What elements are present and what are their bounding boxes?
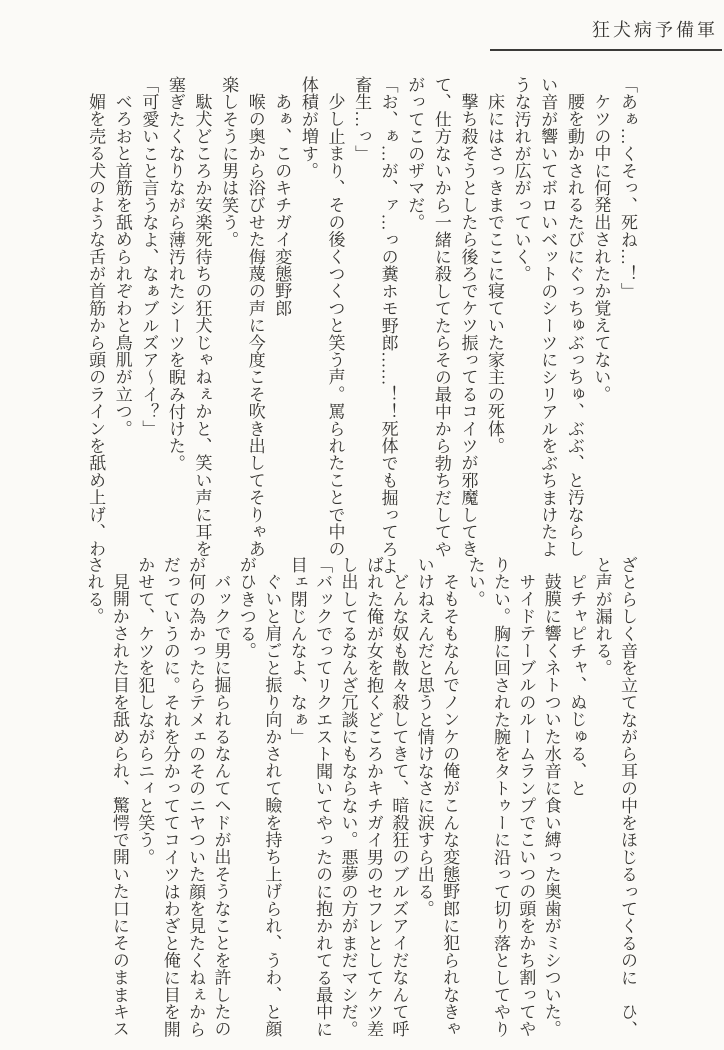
text-line: たい。 (465, 556, 485, 608)
text-line: 少し止まり、その後くつくつと笑う声。罵られたことで中の (325, 93, 345, 558)
text-line: ピチャピチャ、ぬじゅる、と (567, 573, 587, 797)
text-line: べろおと首筋を舐められぞわと鳥肌が立つ。 (112, 93, 132, 437)
text-line: し出してるなんざ冗談にもならない。悪夢の方がまだマシだ。 (338, 556, 358, 1038)
text-line: いけねえんだと思うと情けなさに涙すら出る。 (414, 556, 434, 918)
text-line: 体積が増す。 (298, 76, 318, 180)
text-line: 鼓膜に響くネトついた水音に食い縛った奥歯がミシついた。 (541, 573, 561, 1038)
text-line: される。 (84, 556, 104, 625)
text-line: て、仕方ないから一緒に殺してたらその最中から勃ちだしてや (431, 76, 451, 558)
text-line: 塞ぎたくなりながら薄汚れたシーツを睨み付けた。 (165, 76, 185, 472)
text-line: かせて、ケツを犯しながらニィと笑う。 (135, 556, 155, 866)
text-line: 床にはさっきまでここに寝ていた家主の死体。 (485, 93, 505, 455)
text-line: ばれた俺が女を抱くどころかキチガイ男のセフレとしてケツ差 (363, 556, 383, 1038)
body-text-bottom-block (81, 556, 640, 1042)
body-text-top-block (82, 76, 640, 575)
text-line: い音が響いてボロいベットのシーツにシリアルをぶちまけたよ (538, 76, 558, 558)
text-line: 「あぁ…くそっ、死ね…！」 (618, 76, 637, 300)
text-line: バックで男に掘られるなんてヘドが出そうなことを許したの (211, 573, 231, 1038)
text-line: 媚を売る犬のような舌が首筋から頭のラインを舐め上げ、わ (86, 93, 106, 558)
text-line: サイドテーブルのルームランプでこいつの頭をかち割ってや (516, 573, 536, 1038)
text-line: と声が漏れる。 (592, 556, 612, 677)
text-line: 喉の奥から浴びせた侮蔑の声に今度こそ吹き出してそりゃあ (245, 93, 265, 558)
text-line: だっていうのに。それを分かっててコイツはわざと俺に目を開 (160, 556, 180, 1038)
text-line: 撃ち殺そうとしたら後ろでケツ振ってるコイツが邪魔してき (458, 93, 478, 558)
text-line: りたい。胸に回された腕をタトゥーに沿って切り落としてやり (490, 556, 510, 1038)
text-line: 腰を動かされるたびにぐっちゅぶっちゅ、ぶぶ、と汚ならし (564, 93, 584, 558)
text-line: 駄犬どころか安楽死待ちの狂犬じゃねぇかと、笑い声に耳を (192, 93, 212, 558)
text-line: どんな奴も散々殺してきて、暗殺狂のブルズアイだなんて呼 (389, 573, 409, 1038)
text-line: がひきつる。 (236, 556, 256, 660)
text-line: 見開かされた目を舐められ、驚愕で開いた口にそのままキス (109, 573, 129, 1038)
text-line: ざとらしく音を立てながら耳の中をほじるってくるのに ひ、 (618, 556, 637, 1038)
text-line: 「バックでってリクエスト聞いてやったのに抱かれてる最中に (313, 556, 333, 1038)
text-line: ぐいと肩ごと振り向かされて瞼を持ち上げられ、うわ、と顔 (262, 573, 282, 1038)
text-line: 畜生…っ」 (352, 76, 372, 162)
text-line: そもそもなんでノンケの俺がこんな変態野郎に犯られなきゃ (440, 573, 460, 1038)
text-line: うな汚れが広がっていく。 (511, 76, 531, 283)
page-header (490, 16, 722, 51)
text-line: ケツの中に何発出されたか覚えてない。 (591, 93, 611, 403)
text-line: 「可愛いこと言うなよ、なぁブルズア～イ？」 (139, 76, 159, 438)
text-line: がってこのザマだ。 (405, 76, 425, 231)
chapter-title: 狂犬病予備軍 (592, 20, 718, 40)
text-line: が何の為かったらテメェのそのニヤついた顔を見たくねぇから (186, 556, 206, 1038)
text-line: あぁ、このキチガイ変態野郎 (272, 93, 292, 317)
text-line: 楽しそうに男は笑う。 (219, 76, 239, 248)
text-line: 「お、ぁ…が、ァ…っの糞ホモ野郎……！！死体でも掘ってろよ (378, 76, 398, 575)
text-line: 目ェ閉じんなよ、なぁ」 (287, 556, 307, 746)
